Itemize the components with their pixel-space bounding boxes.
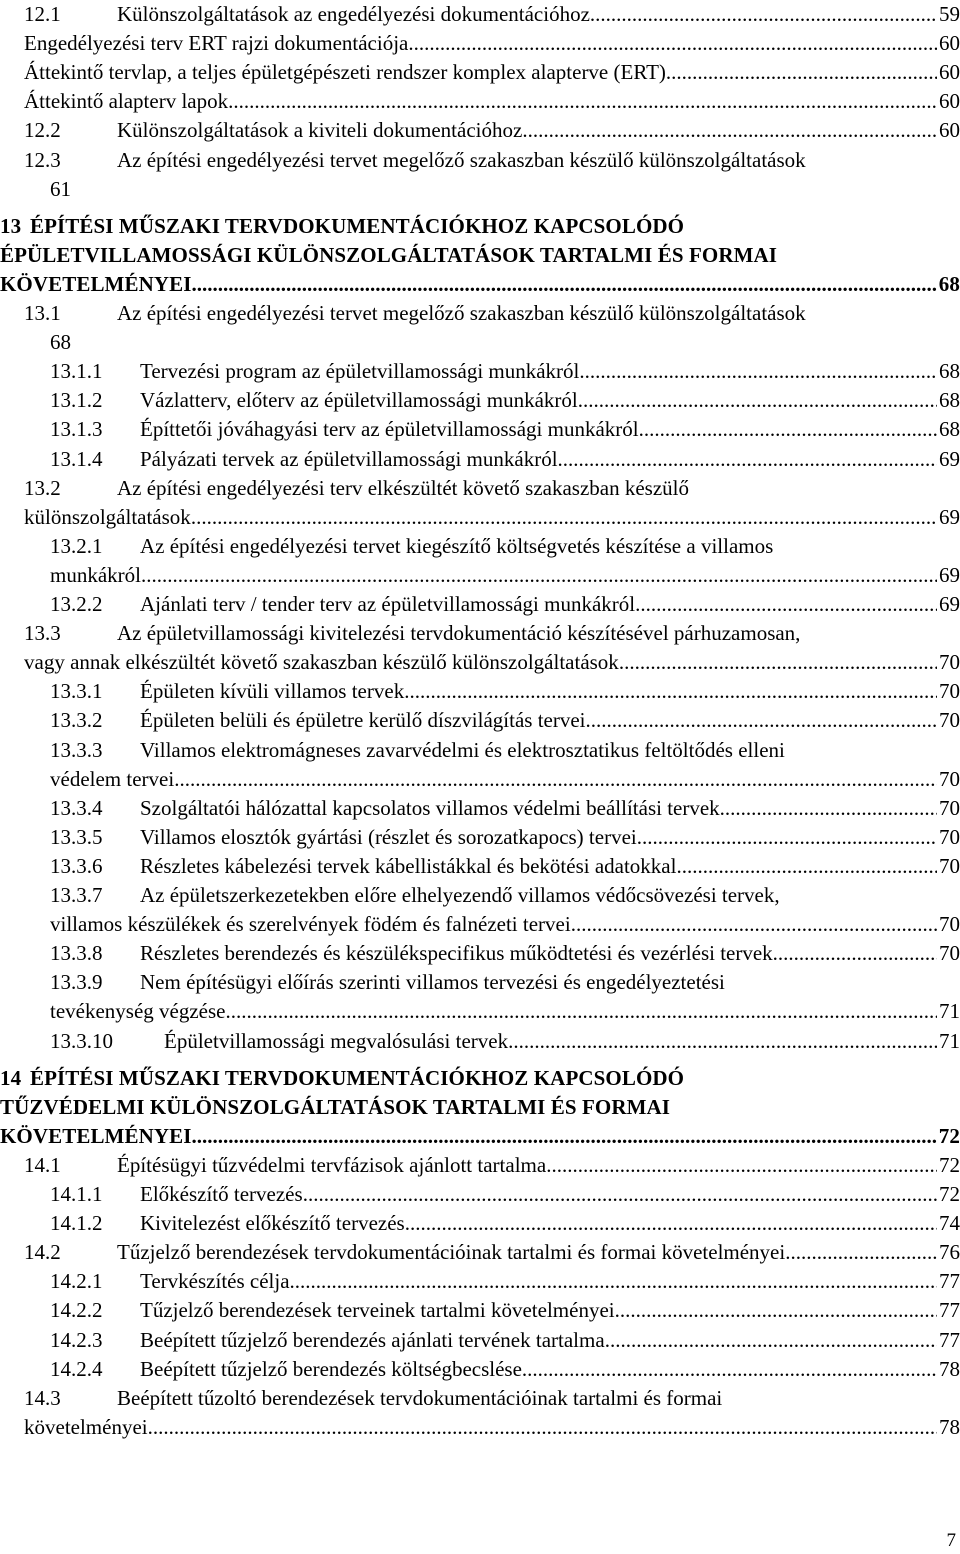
toc-page-number: 70 <box>939 941 960 966</box>
toc-entry-line[interactable] <box>0 357 960 386</box>
toc-section-title: vagy annak elkészültét követő szakaszban készülő különszolgáltatások <box>24 650 619 675</box>
toc-page-number: 70 <box>939 795 960 820</box>
toc-dot-leader <box>546 1151 937 1180</box>
toc-section-number: 13.3.1 <box>50 679 103 704</box>
toc-dot-leader <box>579 357 937 386</box>
toc-section-title: Villamos elosztók gyártási (részlet és sorozatkapocs) tervei <box>140 824 637 849</box>
toc-dot-leader <box>586 706 937 735</box>
toc-entry-line[interactable] <box>0 328 960 357</box>
toc-section-number: 13.3.10 <box>50 1028 113 1053</box>
toc-section-title: ÉPÜLETVILLAMOSSÁGI KÜLÖNSZOLGÁLTATÁSOK TARTALMI ÉS FORMAI <box>0 242 778 267</box>
toc-chapter-line[interactable] <box>0 270 960 299</box>
toc-page-number: 60 <box>939 118 960 143</box>
toc-dot-leader <box>228 87 937 116</box>
toc-page-number: 69 <box>939 562 960 587</box>
toc-page-number: 70 <box>939 679 960 704</box>
toc-section-number: 13.2 <box>24 475 61 500</box>
toc-page-number: 77 <box>939 1327 960 1352</box>
toc-entry-line[interactable] <box>0 0 960 29</box>
toc-page-number: 60 <box>939 89 960 114</box>
toc-section-title: Áttekintő alapterv lapok <box>24 89 229 114</box>
toc-dot-leader <box>578 386 937 415</box>
toc-page-number: 72 <box>939 1152 960 1177</box>
toc-dot-leader <box>404 677 937 706</box>
toc-section-number: 13.3.2 <box>50 708 103 733</box>
toc-dot-leader <box>676 852 937 881</box>
toc-section-title: Tervezési program az épületvillamossági munkákról <box>140 359 580 384</box>
toc-dot-leader <box>192 270 937 299</box>
toc-page-number: 72 <box>938 1123 960 1148</box>
toc-entry-line[interactable] <box>0 415 960 444</box>
toc-entry-line[interactable] <box>0 1238 960 1267</box>
toc-page-number: 71 <box>939 1028 960 1053</box>
toc-section-title: Tűzjelző berendezések tervdokumentációinak tartalmi és formai követelményei <box>117 1240 786 1265</box>
toc-page-number: 68 <box>939 388 960 413</box>
toc-dot-leader <box>408 29 937 58</box>
toc-section-title: Ajánlati terv / tender terv az épületvillamossági munkákról <box>140 592 636 616</box>
toc-dot-leader <box>405 1209 937 1238</box>
toc-dot-leader <box>226 997 938 1026</box>
toc-dot-leader <box>615 1296 937 1325</box>
toc-page-number: 60 <box>939 31 960 56</box>
toc-section-title: Épületen belüli és épületre kerülő díszvilágítás tervei <box>140 708 586 733</box>
toc-section-title: KÖVETELMÉNYEI <box>0 1123 192 1148</box>
toc-entry-line[interactable] <box>0 765 960 794</box>
toc-page-number: 70 <box>939 650 960 675</box>
toc-section-title: Áttekintő tervlap, a teljes épületgépészeti rendszer komplex alapterve (ERT). <box>24 60 672 85</box>
toc-dot-leader <box>148 1413 937 1442</box>
toc-section-title: Az építési engedélyezési tervet megelőző szakaszban készülő különszolgáltatások <box>117 301 806 325</box>
toc-section-number: 14.2.4 <box>50 1356 103 1381</box>
toc-entry-line[interactable] <box>0 386 960 415</box>
toc-entry-line[interactable] <box>0 445 960 474</box>
toc-dot-leader <box>720 794 937 823</box>
toc-section-number: 13.2.1 <box>50 533 103 558</box>
toc-entry-line[interactable] <box>0 146 960 175</box>
toc-entry-line[interactable] <box>0 175 960 204</box>
toc-section-title: ÉPÍTÉSI MŰSZAKI TERVDOKUMENTÁCIÓKHOZ KAPCSOLÓDÓ <box>30 1065 685 1090</box>
toc-section-number: 14.2.2 <box>50 1298 103 1323</box>
toc-section-number: 13 <box>0 213 22 238</box>
toc-section-title: Épületen kívüli villamos tervek <box>140 679 405 704</box>
toc-section-title: követelményei <box>24 1414 148 1439</box>
toc-section-number: 14 <box>0 1065 22 1090</box>
toc-page-number: 78 <box>939 1356 960 1381</box>
toc-page-number: 78 <box>939 1414 960 1439</box>
toc-section-title: KÖVETELMÉNYEI <box>0 271 192 296</box>
toc-section-number: 14.3 <box>24 1385 61 1410</box>
toc-section-title: Részletes berendezés és készülékspecifikus működtetési és vezérlési tervek <box>140 941 773 966</box>
toc-entry-line[interactable] <box>0 1413 960 1442</box>
toc-dot-leader <box>605 1326 937 1355</box>
toc-entry-line[interactable] <box>0 474 960 503</box>
toc-section-title: Vázlatterv, előterv az épületvillamossági munkákról <box>140 388 578 413</box>
toc-section-number: 12.1 <box>24 2 61 26</box>
toc-dot-leader <box>174 765 937 794</box>
toc-section-title: Épületvillamossági megvalósulási tervek <box>164 1028 509 1053</box>
toc-section-number: 13.3.3 <box>50 737 103 762</box>
toc-section-number: 13.3.4 <box>50 795 103 820</box>
toc-entry-line[interactable] <box>0 29 960 58</box>
toc-section-number: 13.1 <box>24 301 61 325</box>
toc-dot-leader <box>303 1180 937 1209</box>
toc-entry-line[interactable] <box>0 561 960 590</box>
toc-chapter-line[interactable] <box>0 1064 960 1093</box>
toc-section-number: 13.3.7 <box>50 883 103 907</box>
toc-section-title: Tűzjelző berendezések terveinek tartalmi követelményei <box>140 1298 615 1323</box>
toc-entry-line[interactable] <box>0 532 960 561</box>
toc-section-title: Építtetői jóváhagyási terv az épületvillamossági munkákról <box>140 417 639 442</box>
page-number: 7 <box>946 1530 956 1551</box>
toc-section-number: 13.1.3 <box>50 417 103 442</box>
toc-section-title: 61 <box>50 176 71 201</box>
toc-dot-leader <box>522 1355 937 1384</box>
toc-page-number: 74 <box>939 1211 960 1236</box>
toc-page-number: 68 <box>938 271 960 296</box>
toc-entry-line[interactable] <box>0 1027 960 1056</box>
toc-section-title: Engedélyezési terv ERT rajzi dokumentációja <box>24 31 409 56</box>
toc-page-number: 71 <box>939 999 960 1024</box>
toc-dot-leader <box>590 0 937 29</box>
toc-dot-leader <box>785 1238 937 1267</box>
toc-page-number: 70 <box>939 853 960 878</box>
toc-section-title: 68 <box>50 330 71 355</box>
toc-entry-line[interactable] <box>0 910 960 939</box>
toc-dot-leader <box>671 58 937 87</box>
toc-section-title: Pályázati tervek az épületvillamossági munkákról <box>140 446 558 471</box>
toc-section-number: 14.1.2 <box>50 1211 103 1236</box>
toc-page-number: 69 <box>939 504 960 529</box>
toc-section-title: TŰZVÉDELMI KÜLÖNSZOLGÁLTATÁSOK TARTALMI ÉS FORMAI <box>0 1094 671 1119</box>
toc-entry-line[interactable] <box>0 706 960 735</box>
toc-dot-leader <box>773 939 937 968</box>
toc-entry-line[interactable] <box>0 794 960 823</box>
toc-dot-leader <box>191 503 937 532</box>
toc-section-title: Beépített tűzoltó berendezések tervdokumentációinak tartalmi és formai <box>117 1385 723 1410</box>
toc-page-number: 76 <box>939 1240 960 1265</box>
toc-section-title: Beépített tűzjelző berendezés költségbecslése <box>140 1356 522 1381</box>
toc-dot-leader <box>522 116 937 145</box>
toc-section-title: tevékenység végzése <box>50 999 226 1024</box>
toc-entry-line[interactable] <box>0 590 960 619</box>
toc-page-number: 77 <box>939 1269 960 1294</box>
toc-section-title: Építésügyi tűzvédelmi tervfázisok ajánlott tartalma <box>117 1152 547 1177</box>
toc-section-number: 14.1.1 <box>50 1182 103 1206</box>
toc-section-title: Részletes kábelezési tervek kábellistákkal és bekötési adatokkal <box>140 853 677 878</box>
toc-entry-line[interactable] <box>0 1267 960 1296</box>
toc-section-number: 14.2.3 <box>50 1327 103 1352</box>
toc-entry-line[interactable] <box>0 852 960 881</box>
toc-entry-line[interactable] <box>0 1151 960 1180</box>
toc-page-number: 60 <box>939 60 960 85</box>
toc-section-number: 13.2.2 <box>50 592 103 616</box>
toc-entry-line[interactable] <box>0 503 960 532</box>
toc-section-number: 13.3.6 <box>50 853 103 878</box>
toc-page-number: 70 <box>939 766 960 791</box>
toc-entry-line[interactable] <box>0 87 960 116</box>
toc-dot-leader <box>141 561 937 590</box>
toc-entry-line[interactable] <box>0 299 960 328</box>
toc-section-title: Különszolgáltatások az engedélyezési dokumentációhoz <box>117 2 590 26</box>
toc-dot-leader <box>619 648 937 677</box>
toc-entry-line[interactable] <box>0 823 960 852</box>
toc-section-title: Az építési engedélyezési terv elkészültét követő szakaszban készülő <box>117 475 690 500</box>
toc-section-number: 13.3.5 <box>50 824 103 849</box>
toc-section-title: ÉPÍTÉSI MŰSZAKI TERVDOKUMENTÁCIÓKHOZ KAPCSOLÓDÓ <box>30 213 685 238</box>
toc-chapter-line[interactable] <box>0 212 960 241</box>
toc-section-number: 13.1.4 <box>50 446 103 471</box>
toc-chapter-line[interactable] <box>0 1122 960 1151</box>
toc-page-number: 68 <box>939 417 960 442</box>
toc-entry-line[interactable] <box>0 939 960 968</box>
toc-section-number: 13.1.2 <box>50 388 103 413</box>
toc-dot-leader <box>290 1267 937 1296</box>
toc-section-title: Előkészítő tervezés <box>140 1182 303 1206</box>
toc-page-number: 69 <box>939 592 960 616</box>
toc-entry-line[interactable] <box>0 1209 960 1238</box>
toc-entry-line[interactable] <box>0 968 960 997</box>
toc-dot-leader <box>637 823 937 852</box>
toc-section-title: különszolgáltatások <box>24 504 191 529</box>
toc-section-number: 12.2 <box>24 118 61 143</box>
toc-dot-leader <box>571 910 937 939</box>
toc-entry-line[interactable] <box>0 1355 960 1384</box>
toc-section-title: Az építési engedélyezési tervet megelőző szakaszban készülő különszolgáltatások <box>117 147 806 172</box>
toc-section-title: Szolgáltatói hálózattal kapcsolatos villamos védelmi beállítási tervek <box>140 795 720 820</box>
toc-entry-line[interactable] <box>0 116 960 145</box>
toc-section-number: 12.3 <box>24 147 61 172</box>
toc-section-title: Villamos elektromágneses zavarvédelmi és elektrosztatikus feltöltődés elleni <box>140 737 785 762</box>
toc-entry-line[interactable] <box>0 1326 960 1355</box>
toc-section-title: Nem építésügyi előírás szerinti villamos tervezési és engedélyeztetési <box>140 970 725 995</box>
toc-section-number: 14.1 <box>24 1152 61 1177</box>
toc-dot-leader <box>508 1027 937 1056</box>
toc-chapter-line[interactable] <box>0 241 960 270</box>
toc-entry-line[interactable] <box>0 648 960 677</box>
toc-section-title: munkákról <box>50 562 141 587</box>
toc-page-number: 68 <box>939 359 960 384</box>
toc-section-title: Kivitelezést előkészítő tervezés <box>140 1211 405 1236</box>
toc-section-title: Különszolgáltatások a kiviteli dokumentációhoz <box>117 118 523 143</box>
toc-dot-leader <box>639 415 937 444</box>
toc-section-title: Tervkészítés célja <box>140 1269 290 1294</box>
toc-entry-line[interactable] <box>0 1296 960 1325</box>
toc-section-title: Beépített tűzjelző berendezés ajánlati tervének tartalma <box>140 1327 605 1352</box>
toc-entry-line[interactable] <box>0 736 960 765</box>
toc-page-number: 77 <box>939 1298 960 1323</box>
toc-page-number: 69 <box>939 446 960 471</box>
toc-entry-line[interactable] <box>0 1384 960 1413</box>
toc-section-title: Az épületszerkezetekben előre elhelyezendő villamos védőcsövezési tervek, <box>140 883 780 907</box>
toc-section-number: 13.1.1 <box>50 359 103 384</box>
toc-entry-line[interactable] <box>0 619 960 648</box>
toc-dot-leader <box>558 445 937 474</box>
toc-page-number: 70 <box>939 708 960 733</box>
toc-page-number: 72 <box>939 1182 960 1206</box>
toc-page-number: 59 <box>939 2 960 26</box>
toc-section-number: 13.3.8 <box>50 941 103 966</box>
toc-page-number: 70 <box>939 912 960 937</box>
toc-page-number: 70 <box>939 824 960 849</box>
toc-section-title: Az építési engedélyezési tervet kiegészítő költségvetés készítése a villamos <box>140 533 774 558</box>
toc-section-number: 14.2 <box>24 1240 61 1265</box>
toc-dot-leader <box>192 1122 937 1151</box>
toc-section-number: 13.3.9 <box>50 970 103 995</box>
toc-section-number: 14.2.1 <box>50 1269 103 1294</box>
toc-section-number: 13.3 <box>24 621 61 646</box>
toc-section-title: Az épületvillamossági kivitelezési tervdokumentáció készítésével párhuzamosan, <box>117 621 801 646</box>
toc-entry-line[interactable] <box>0 1180 960 1209</box>
toc-entry-line[interactable] <box>0 997 960 1026</box>
toc-chapter-line[interactable] <box>0 1093 960 1122</box>
toc-section-title: villamos készülékek és szerelvények födém és falnézeti tervei <box>50 912 571 937</box>
toc-entry-line[interactable] <box>0 58 960 87</box>
toc-entry-line[interactable] <box>0 881 960 910</box>
toc-dot-leader <box>635 590 937 619</box>
toc-section-title: védelem tervei <box>50 766 175 791</box>
toc-entry-line[interactable] <box>0 677 960 706</box>
